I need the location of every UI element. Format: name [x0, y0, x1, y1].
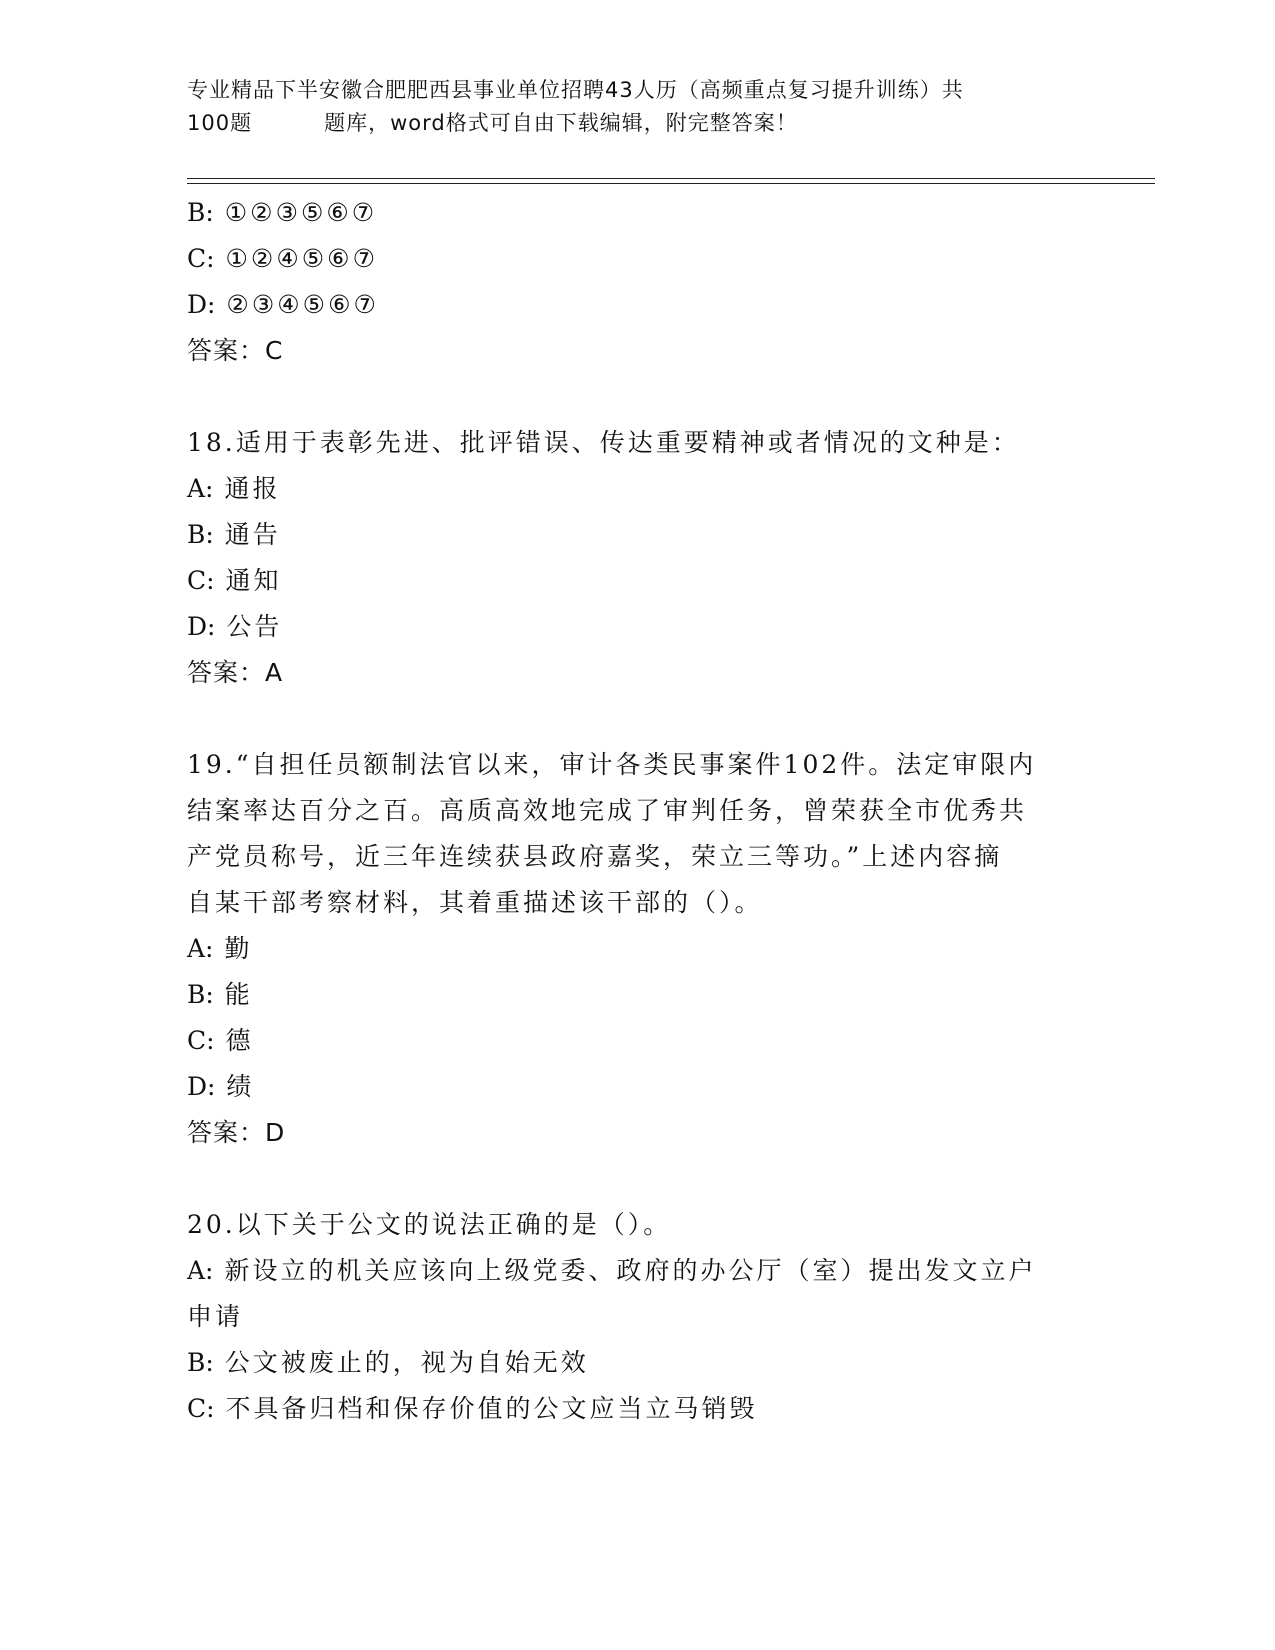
question-text-line-4: 自某干部考察材料，其着重描述该干部的（）。 [187, 888, 763, 917]
answer: 答案：A [187, 658, 284, 687]
option-c: C: 不具备归档和保存价值的公文应当立马销毁 [187, 1394, 758, 1423]
option-c: C: 德 [187, 1026, 254, 1055]
question-text: 20.以下关于公文的说法正确的是（）。 [187, 1210, 672, 1239]
header-divider-bottom [187, 183, 1155, 184]
option-c: C: ①②④⑤⑥⑦ [187, 244, 378, 273]
question-text: 18.适用于表彰先进、批评错误、传达重要精神或者情况的文种是： [187, 428, 1020, 457]
option-b: B: 通告 [187, 520, 281, 549]
answer: 答案：D [187, 1118, 286, 1147]
question-text-line-1: 19.“自担任员额制法官以来，审计各类民事案件102件。法定审限内 [187, 750, 1037, 779]
header-line-2-left: 100题 [187, 111, 253, 135]
option-d: D: 公告 [187, 612, 283, 641]
option-d: D: ②③④⑤⑥⑦ [187, 290, 379, 319]
option-c: C: 通知 [187, 566, 282, 595]
answer: 答案：C [187, 336, 284, 365]
option-a-continued: 申请 [187, 1302, 244, 1331]
header-line-2 [187, 107, 1067, 140]
option-a: A: 通报 [187, 474, 281, 503]
header-divider-top [187, 178, 1155, 179]
option-a: A: 新设立的机关应该向上级党委、政府的办公厅（室）提出发文立户 [187, 1256, 1037, 1285]
option-a: A: 勤 [187, 934, 253, 963]
page-header [187, 74, 1067, 140]
question-18 [187, 420, 1087, 696]
question-19 [187, 742, 1087, 1156]
question-text-line-3: 产党员称号，近三年连续获县政府嘉奖，荣立三等功。”上述内容摘 [187, 842, 1003, 871]
question-content [187, 190, 1087, 1432]
question-17 [187, 190, 1087, 374]
option-b: B: 能 [187, 980, 253, 1009]
option-b: B: ①②③⑤⑥⑦ [187, 198, 378, 227]
option-b: B: 公文被废止的，视为自始无效 [187, 1348, 589, 1377]
question-text-line-2: 结案率达百分之百。高质高效地完成了审判任务，曾荣获全市优秀共 [187, 796, 1028, 825]
option-d: D: 绩 [187, 1072, 255, 1101]
header-line-2-right: 题库，word格式可自由下载编辑，附完整答案！ [324, 111, 798, 135]
question-20 [187, 1202, 1087, 1432]
header-line-1: 专业精品下半安徽合肥肥西县事业单位招聘43人历（高频重点复习提升训练）共 [187, 78, 964, 102]
